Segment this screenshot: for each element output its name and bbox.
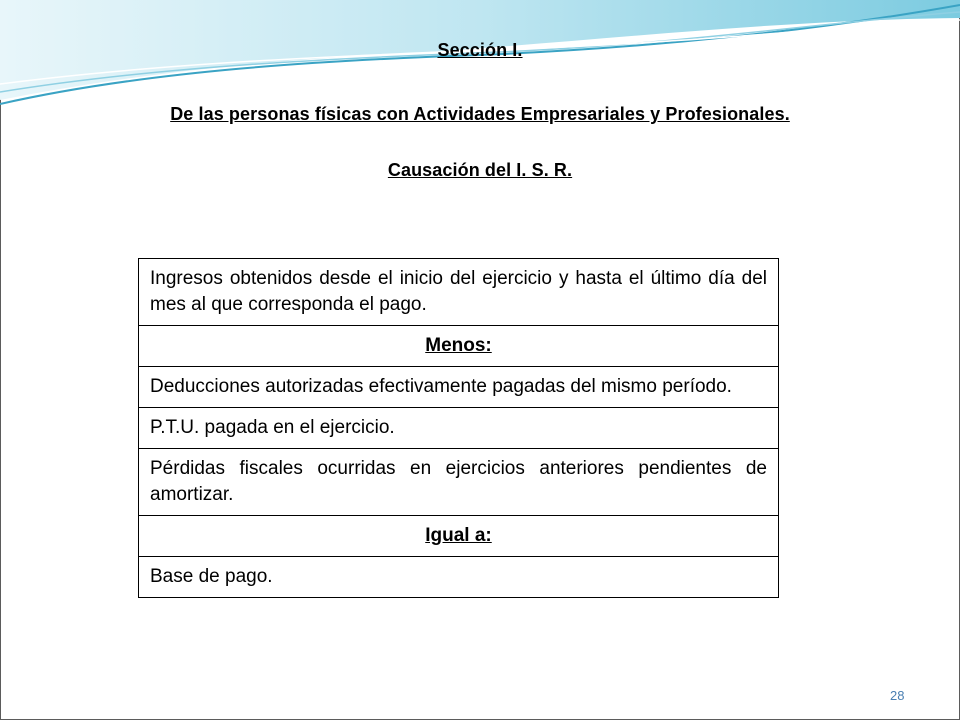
table-row (139, 516, 779, 557)
row-igual: Igual a: (139, 516, 779, 557)
table-row (139, 449, 779, 516)
table-row (139, 557, 779, 598)
row-ptu: P.T.U. pagada en el ejercicio. (139, 408, 779, 449)
calculation-table (138, 258, 779, 598)
row-menos: Menos: (139, 326, 779, 367)
row-deducciones: Deducciones autorizadas efectivamente pagadas del mismo período. (139, 367, 779, 408)
row-ingresos: Ingresos obtenidos desde el inicio del ejercicio y hasta el último día del mes al que corresponda el pago. (139, 259, 779, 326)
table-row (139, 408, 779, 449)
topic-heading: Causación del I. S. R. (387, 160, 573, 180)
row-perdidas: Pérdidas fiscales ocurridas en ejercicios anteriores pendientes de amortizar. (139, 449, 779, 516)
row-base: Base de pago. (139, 557, 779, 598)
table-row (139, 367, 779, 408)
page-number: 28 (890, 688, 905, 703)
table-row (139, 259, 779, 326)
section-heading: Sección I. (437, 40, 523, 60)
table-row (139, 326, 779, 367)
section-subheading: De las personas físicas con Actividades Empresariales y Profesionales. (170, 104, 790, 124)
